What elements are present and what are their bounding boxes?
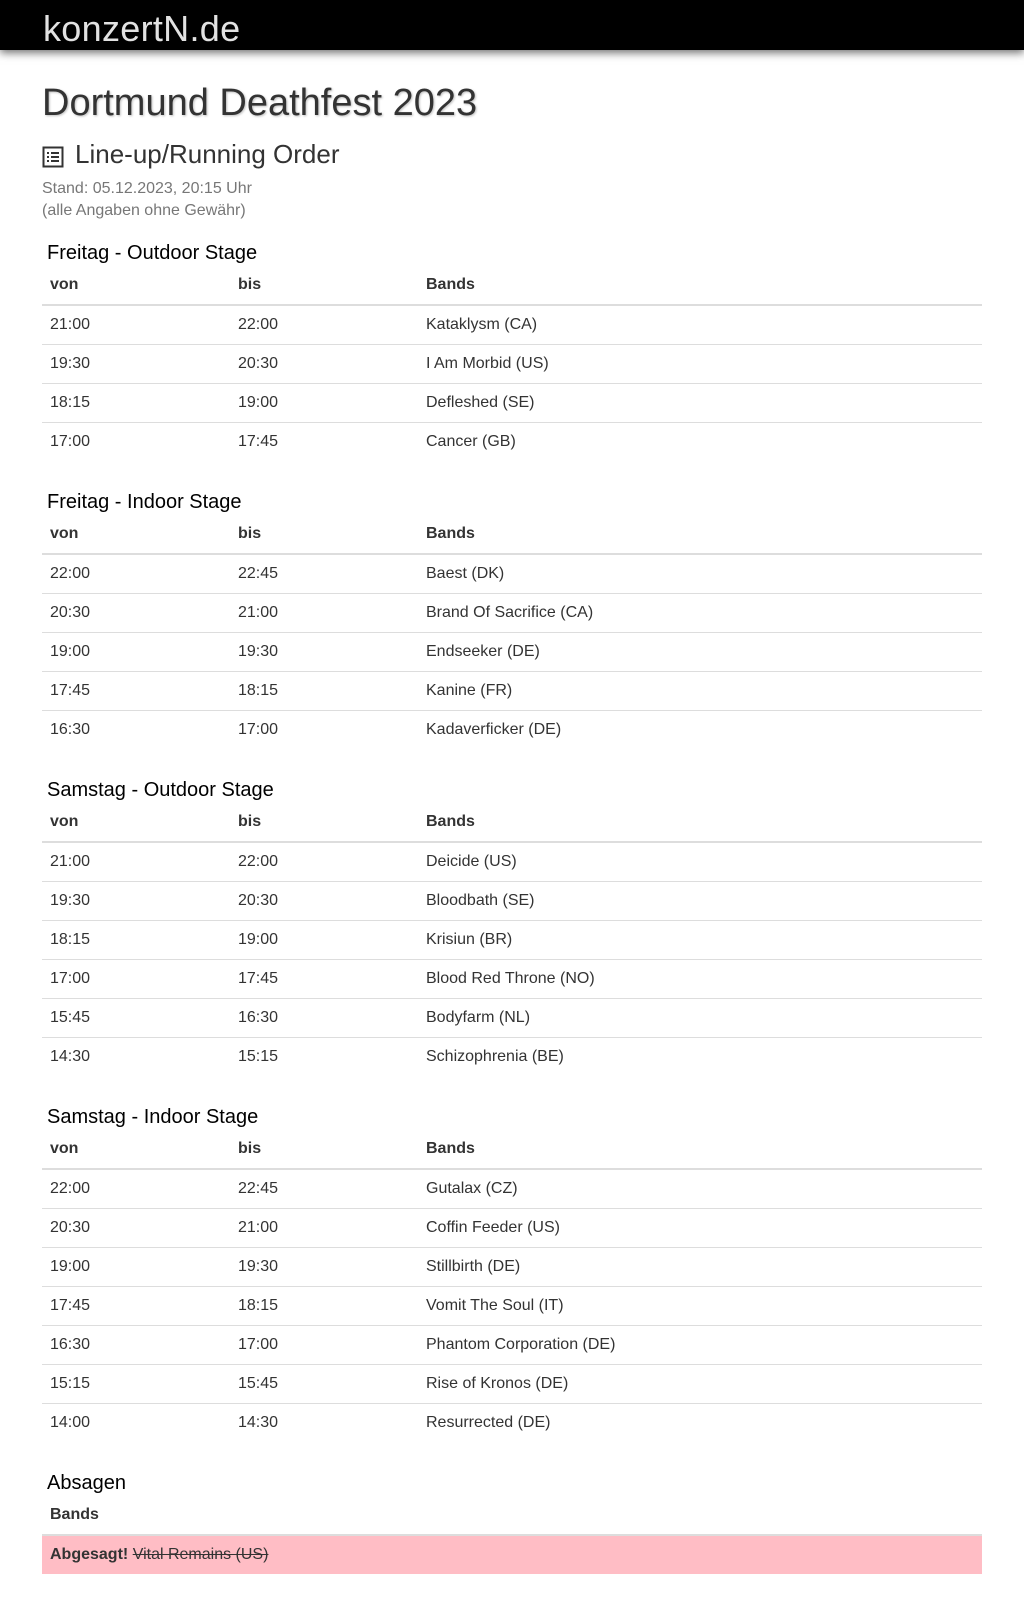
column-header-from: von xyxy=(42,515,230,554)
end-time: 22:45 xyxy=(238,565,279,582)
column-header-bands: Bands xyxy=(42,1496,982,1535)
end-time: 15:45 xyxy=(230,1365,418,1404)
band-name: Stillbirth (DE) xyxy=(418,1248,982,1287)
band-name: Kadaverficker (DE) xyxy=(418,711,982,750)
start-time: 17:45 xyxy=(42,672,230,711)
start-time: 20:30 xyxy=(42,1209,230,1248)
end-time: 20:30 xyxy=(230,882,418,921)
section-title-label: Line-up/Running Order xyxy=(75,139,340,169)
stage-block xyxy=(42,489,982,749)
end-time: 19:00 xyxy=(230,921,418,960)
end-time: 17:45 xyxy=(230,423,418,462)
band-name: Gutalax (CZ) xyxy=(426,1180,518,1197)
band-name: Baest (DK) xyxy=(426,565,505,582)
end-time: 21:00 xyxy=(230,1209,418,1248)
start-time: 18:15 xyxy=(42,921,230,960)
last-updated-text: Stand: 05.12.2023, 20:15 Uhr xyxy=(42,180,252,197)
column-header-bands: Bands xyxy=(418,803,982,842)
table-row xyxy=(42,594,982,633)
band-name: Phantom Corporation (DE) xyxy=(418,1326,982,1365)
cancelled-row xyxy=(42,1535,982,1574)
table-row xyxy=(42,1169,982,1209)
start-time: 22:00 xyxy=(50,565,91,582)
cancellations-block xyxy=(42,1470,982,1574)
band-name: Brand Of Sacrifice (CA) xyxy=(418,594,982,633)
table-row xyxy=(42,960,982,999)
column-header-bands: Bands xyxy=(418,515,982,554)
last-updated xyxy=(42,178,982,222)
table-header-row xyxy=(42,1496,982,1535)
table-header-row xyxy=(42,515,982,554)
band-name: Schizophrenia (BE) xyxy=(418,1038,982,1077)
band-name: Coffin Feeder (US) xyxy=(418,1209,982,1248)
start-time: 14:00 xyxy=(42,1404,230,1443)
end-time: 15:15 xyxy=(230,1038,418,1077)
table-row xyxy=(42,882,982,921)
page-title: Dortmund Deathfest 2023 xyxy=(42,82,478,124)
end-time: 19:00 xyxy=(230,384,418,423)
cancelled-cell xyxy=(42,1535,982,1574)
column-header-to: bis xyxy=(230,515,418,554)
end-time: 19:30 xyxy=(230,633,418,672)
table-header-row xyxy=(42,803,982,842)
cancelled-band-name: Vital Remains (US) xyxy=(132,1546,269,1563)
band-name: Resurrected (DE) xyxy=(418,1404,982,1443)
table-row xyxy=(42,554,982,594)
start-time: 16:30 xyxy=(42,1326,230,1365)
table-row xyxy=(42,1248,982,1287)
column-header-to: bis xyxy=(230,803,418,842)
band-name: Bodyfarm (NL) xyxy=(418,999,982,1038)
column-header-to: bis xyxy=(230,266,418,305)
table-row xyxy=(42,999,982,1038)
end-time: 22:00 xyxy=(238,853,279,870)
end-time: 16:30 xyxy=(230,999,418,1038)
schedule-table xyxy=(42,266,982,461)
start-time: 15:15 xyxy=(42,1365,230,1404)
table-row xyxy=(42,1209,982,1248)
end-time: 14:30 xyxy=(230,1404,418,1443)
table-row xyxy=(42,384,982,423)
start-time: 17:00 xyxy=(42,960,230,999)
band-name: Deicide (US) xyxy=(426,853,517,870)
stage-title: Samstag - Indoor Stage xyxy=(47,1106,259,1128)
band-name: Defleshed (SE) xyxy=(418,384,982,423)
table-row xyxy=(42,672,982,711)
start-time: 20:30 xyxy=(42,594,230,633)
start-time: 21:00 xyxy=(50,316,91,333)
column-header-bands: Bands xyxy=(418,1130,982,1169)
table-row xyxy=(42,711,982,750)
column-header-from: von xyxy=(42,803,230,842)
band-name: Kataklysm (CA) xyxy=(426,316,538,333)
band-name: Blood Red Throne (NO) xyxy=(418,960,982,999)
end-time: 17:00 xyxy=(230,1326,418,1365)
band-name: Rise of Kronos (DE) xyxy=(418,1365,982,1404)
table-row xyxy=(42,1365,982,1404)
stage-title: Samstag - Outdoor Stage xyxy=(47,779,274,801)
schedule-table xyxy=(42,803,982,1076)
navbar xyxy=(0,0,1024,50)
band-name: I Am Morbid (US) xyxy=(418,345,982,384)
band-name: Endseeker (DE) xyxy=(418,633,982,672)
end-time: 22:45 xyxy=(238,1180,279,1197)
start-time: 21:00 xyxy=(50,853,91,870)
end-time: 22:00 xyxy=(238,316,279,333)
end-time: 18:15 xyxy=(230,672,418,711)
end-time: 18:15 xyxy=(230,1287,418,1326)
start-time: 17:45 xyxy=(42,1287,230,1326)
end-time: 17:00 xyxy=(230,711,418,750)
table-row xyxy=(42,305,982,345)
end-time: 17:45 xyxy=(230,960,418,999)
band-name: Cancer (GB) xyxy=(418,423,982,462)
start-time: 15:45 xyxy=(42,999,230,1038)
table-row xyxy=(42,345,982,384)
start-time: 14:30 xyxy=(42,1038,230,1077)
column-header-bands: Bands xyxy=(418,266,982,305)
column-header-from: von xyxy=(42,266,230,305)
stage-title: Freitag - Indoor Stage xyxy=(47,491,242,513)
start-time: 19:30 xyxy=(42,882,230,921)
main-content xyxy=(0,50,1024,1574)
table-row xyxy=(42,1287,982,1326)
table-row xyxy=(42,1038,982,1077)
site-brand-link[interactable]: konzertN.de xyxy=(43,8,241,49)
band-name: Bloodbath (SE) xyxy=(418,882,982,921)
start-time: 17:00 xyxy=(42,423,230,462)
end-time: 19:30 xyxy=(230,1248,418,1287)
schedule-table xyxy=(42,515,982,749)
table-header-row xyxy=(42,1130,982,1169)
stage-block xyxy=(42,1104,982,1442)
end-time: 21:00 xyxy=(230,594,418,633)
section-title xyxy=(42,125,982,170)
table-header-row xyxy=(42,266,982,305)
cancellations-title: Absagen xyxy=(47,1472,126,1494)
end-time: 20:30 xyxy=(230,345,418,384)
cancelled-badge: Abgesagt! xyxy=(50,1546,129,1563)
schedule-table xyxy=(42,1130,982,1442)
stage-block xyxy=(42,240,982,461)
table-row xyxy=(42,1404,982,1443)
start-time: 19:00 xyxy=(42,1248,230,1287)
band-name: Vomit The Soul (IT) xyxy=(418,1287,982,1326)
start-time: 16:30 xyxy=(42,711,230,750)
start-time: 19:00 xyxy=(42,633,230,672)
disclaimer-text: (alle Angaben ohne Gewähr) xyxy=(42,202,246,219)
stage-title: Freitag - Outdoor Stage xyxy=(47,242,258,264)
start-time: 18:15 xyxy=(42,384,230,423)
column-header-from: von xyxy=(42,1130,230,1169)
stage-block xyxy=(42,777,982,1076)
table-row xyxy=(42,842,982,882)
table-row xyxy=(42,633,982,672)
start-time: 22:00 xyxy=(50,1180,91,1197)
list-icon xyxy=(42,143,64,165)
column-header-to: bis xyxy=(230,1130,418,1169)
cancellations-table xyxy=(42,1496,982,1574)
band-name: Krisiun (BR) xyxy=(418,921,982,960)
table-row xyxy=(42,1326,982,1365)
table-row xyxy=(42,921,982,960)
band-name: Kanine (FR) xyxy=(418,672,982,711)
table-row xyxy=(42,423,982,462)
start-time: 19:30 xyxy=(42,345,230,384)
